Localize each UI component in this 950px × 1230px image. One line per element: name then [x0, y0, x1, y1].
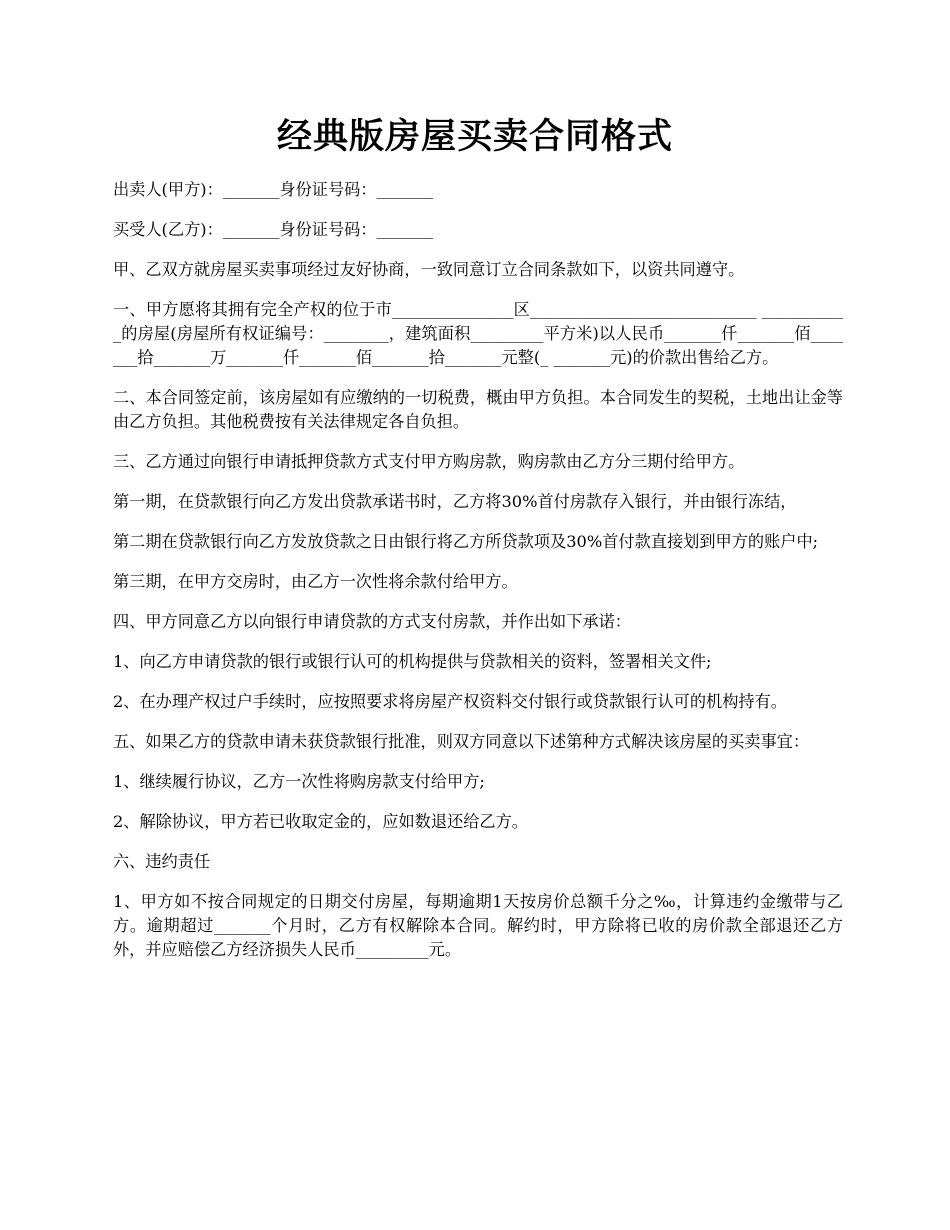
rejection-option-1: 1、继续履行协议，乙方一次性将购房款支付给甲方;	[113, 772, 485, 791]
clause-3-payment: 三、乙方通过向银行申请抵押贷款方式支付甲方购房款，购房款由乙方分三期付给甲方。	[113, 452, 745, 471]
seller-line: 出卖人(甲方)：_______身份证号码：_______	[113, 180, 434, 199]
preamble-paragraph: 甲、乙双方就房屋买卖事项经过友好协商，一致同意订立合同条款如下，以资共同遵守。	[113, 260, 745, 279]
document-body	[113, 178, 843, 978]
clause-6-liability-heading: 六、违约责任	[113, 852, 211, 871]
clause-4-loan-commitment: 四、甲方同意乙方以向银行申请贷款的方式支付房款，并作出如下承诺：	[113, 612, 631, 631]
document-title: 经典版房屋买卖合同格式	[276, 117, 673, 157]
rejection-option-2: 2、解除协议，甲方若已收取定金的，应如数退还给乙方。	[113, 812, 528, 831]
clause-1-property: 一、甲方愿将其拥有完全产权的位于市_______________区____________________________ ___________的房屋(房屋所有权证编号：________，建筑面积_________平方米)以人民币_______仟_______佰_______拾_______万_______仟_______佰_______拾_______元整(_ _______元)的价款出售给乙方。	[113, 300, 843, 367]
clause-5-loan-rejection: 五、如果乙方的贷款申请未获贷款银行批准，则双方同意以下述第种方式解决该房屋的买卖事宜：	[113, 732, 810, 751]
liability-item-1: 1、甲方如不按合同规定的日期交付房屋，每期逾期1天按房价总额千分之‰，计算违约金缴带与乙方。逾期超过_______个月时，乙方有权解除本合同。解约时，甲方除将已收的房价款全部退还乙方外，并应赔偿乙方经济损失人民币_________元。	[113, 892, 843, 959]
payment-phase-3: 第三期，在甲方交房时，由乙方一次性将余款付给甲方。	[113, 572, 518, 591]
commitment-item-2: 2、在办理产权过户手续时，应按照要求将房屋产权资料交付银行或贷款银行认可的机构持有。	[113, 692, 787, 711]
payment-phase-1: 第一期，在贷款银行向乙方发出贷款承诺书时，乙方将30%首付房款存入银行，并由银行冻结，	[113, 492, 797, 511]
clause-2-taxes: 二、本合同签定前，该房屋如有应缴纳的一切税费，概由甲方负担。本合同发生的契税，土地出让金等由乙方负担。其他税费按有关法律规定各自负担。	[113, 388, 843, 431]
buyer-line: 买受人(乙方)：_______身份证号码：_______	[113, 220, 434, 239]
payment-phase-2: 第二期在贷款银行向乙方发放贷款之日由银行将乙方所贷款项及30%首付款直接划到甲方的账户中;	[113, 532, 819, 551]
commitment-item-1: 1、向乙方申请贷款的银行或银行认可的机构提供与贷款相关的资料，签署相关文件;	[113, 652, 712, 671]
